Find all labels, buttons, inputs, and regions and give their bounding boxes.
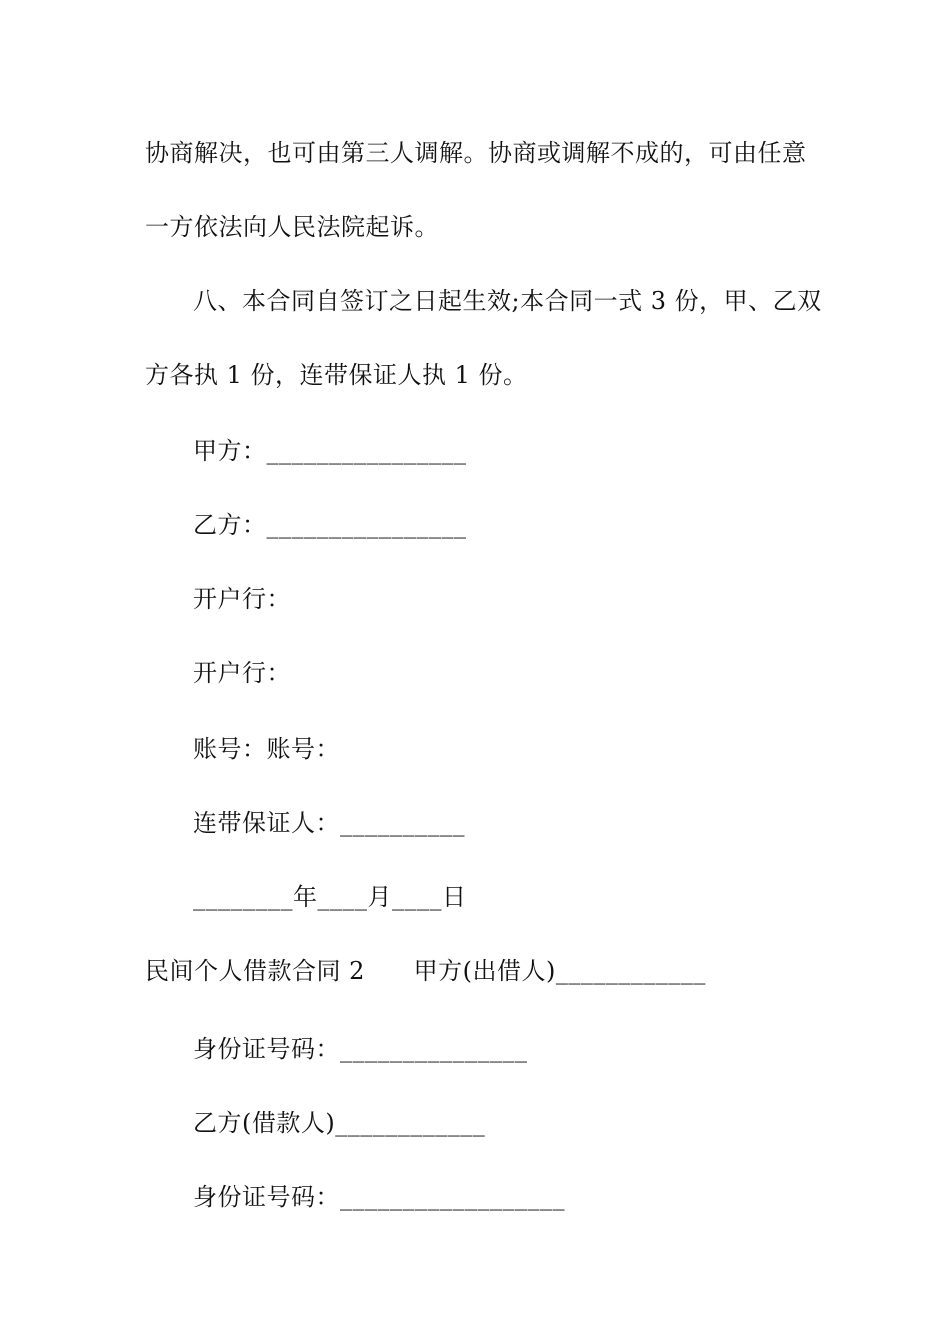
id-number-field: 身份证号码：_______________: [193, 1035, 528, 1063]
date-field: ________年____月____日: [193, 883, 467, 911]
contract-title-line: 民间个人借款合同 2 甲方(出借人)____________: [145, 957, 706, 985]
party-a-signature-field: 甲方：________________: [193, 437, 467, 465]
paragraph-line: 方各执 1 份，连带保证人执 1 份。: [145, 361, 528, 389]
account-field: 账号：账号：: [193, 735, 340, 763]
guarantor-field: 连带保证人：__________: [193, 809, 465, 837]
borrower-field: 乙方(借款人)____________: [193, 1109, 486, 1137]
bank-field: 开户行：: [193, 659, 291, 687]
paragraph-line: 协商解决，也可由第三人调解。协商或调解不成的，可由任意: [145, 139, 807, 167]
id-number-field: 身份证号码：__________________: [193, 1183, 565, 1211]
paragraph-line: 一方依法向人民法院起诉。: [145, 213, 439, 241]
clause-eight-line: 八、本合同自签订之日起生效;本合同一式 3 份，甲、乙双: [193, 287, 822, 315]
bank-field: 开户行：: [193, 585, 291, 613]
party-b-signature-field: 乙方：________________: [193, 511, 467, 539]
